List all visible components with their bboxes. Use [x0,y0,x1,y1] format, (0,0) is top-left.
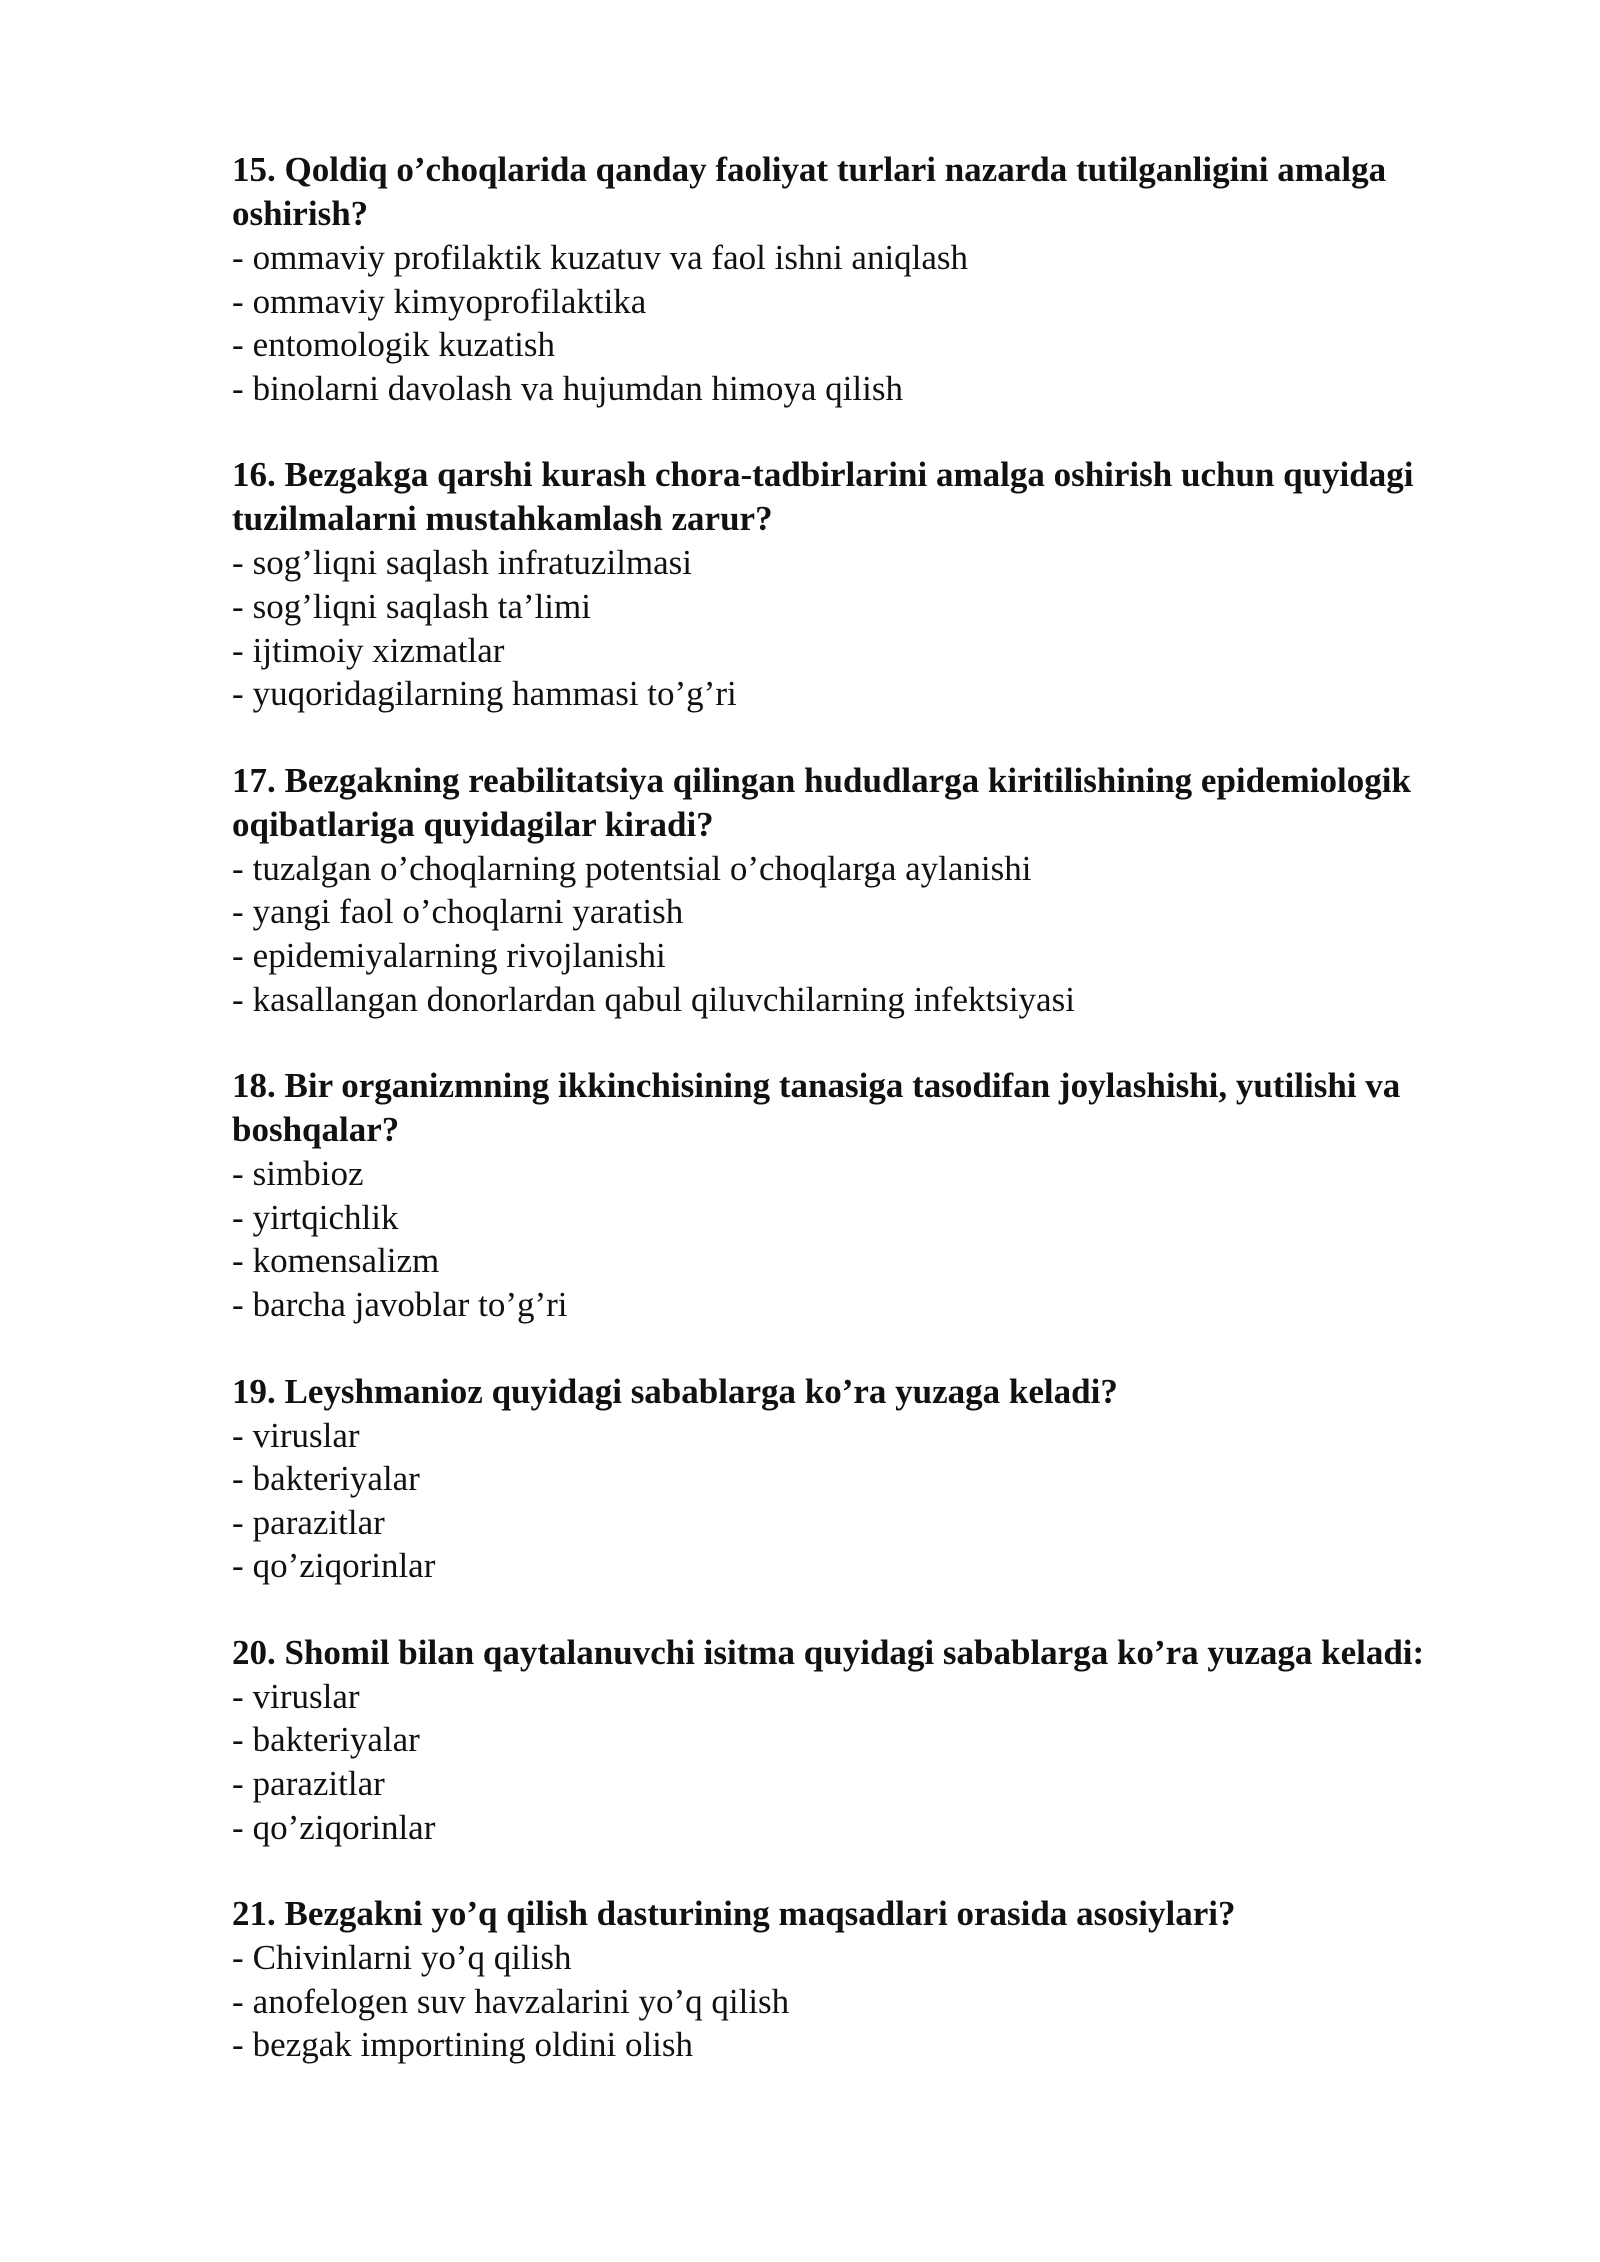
option-dash: - [232,238,244,277]
option-text: parazitlar [252,1502,385,1542]
option-text: yuqoridagilarning hammasi to’g’ri [252,674,737,714]
option-text: sog’liqni saqlash ta’limi [252,586,591,626]
question-15 [232,148,1522,410]
option-dash: - [232,586,244,626]
answer-option [232,890,1522,934]
option-dash: - [232,979,244,1019]
question-title: 17. Bezgakning reabilitatsiya qilingan hududlarga kiritilishining epidemiologik oqibatlariga quyidagilar kiradi? [232,760,1411,844]
option-dash: - [232,1502,244,1542]
answer-option [232,1718,1522,1762]
answer-option [232,1501,1522,1545]
option-text: binolarni davolash va hujumdan himoya qilish [252,368,903,408]
answer-option [232,1152,1522,1196]
option-dash: - [232,1154,244,1194]
option-text: sog’liqni saqlash infratuzilmasi [252,543,693,583]
answer-option [232,323,1522,367]
option-text: viruslar [252,1415,360,1455]
answer-options [232,1675,1522,1849]
answer-option [232,934,1522,978]
answer-option [232,1806,1522,1850]
answer-option [232,280,1522,324]
answer-option [232,585,1522,629]
option-text: yangi faol o’choqlarni yaratish [252,892,684,932]
option-text: ommaviy profilaktik kuzatuv va faol ishni aniqlash [252,238,969,277]
question-17 [232,759,1522,1021]
answer-options [232,1152,1522,1326]
question-16 [232,453,1522,715]
option-dash: - [232,1241,244,1281]
option-dash: - [232,1807,244,1847]
option-text: kasallangan donorlardan qabul qiluvchilarning infektsiyasi [252,979,1075,1019]
answer-options [232,847,1522,1021]
answer-option [232,1457,1522,1501]
answer-options [232,236,1522,410]
answer-options [232,1936,1522,2067]
answer-option [232,1239,1522,1283]
answer-option [232,1414,1522,1458]
option-dash: - [232,1284,244,1324]
option-dash: - [232,543,244,583]
option-text: bezgak importining oldini olish [252,2025,694,2065]
option-dash: - [232,325,244,365]
answer-option [232,672,1522,716]
option-dash: - [232,892,244,932]
option-text: qo’ziqorinlar [252,1546,436,1586]
option-text: ommaviy kimyoprofilaktika [252,281,647,321]
option-text: komensalizm [252,1241,440,1281]
question-20 [232,1631,1522,1849]
answer-option [232,1762,1522,1806]
question-18 [232,1064,1522,1326]
answer-options [232,541,1522,715]
option-text: Chivinlarni yo’q qilish [252,1938,572,1978]
option-dash: - [232,1676,244,1716]
question-title: 20. Shomil bilan qaytalanuvchi isitma quyidagi sabablarga ko’ra yuzaga keladi: [232,1632,1425,1672]
option-dash: - [232,1415,244,1455]
question-21 [232,1892,1522,2067]
option-dash: - [232,1981,244,2021]
option-dash: - [232,935,244,975]
option-text: parazitlar [252,1764,385,1804]
answer-option [232,1283,1522,1327]
option-text: ijtimoiy xizmatlar [252,630,505,670]
option-text: yirtqichlik [252,1197,399,1237]
question-title: 21. Bezgakni yo’q qilish dasturining maqsadlari orasida asosiylari? [232,1894,1236,1934]
question-title: 15. Qoldiq o’choqlarida qanday faoliyat turlari nazarda tutilganligini amalga oshirish? [232,150,1387,233]
answer-option [232,978,1522,1022]
answer-option [232,541,1522,585]
question-19 [232,1370,1522,1588]
option-text: anofelogen suv havzalarini yo’q qilish [252,1981,790,2021]
answer-option [232,1544,1522,1588]
option-text: bakteriyalar [252,1720,420,1760]
answer-option [232,1196,1522,1240]
option-dash: - [232,848,244,888]
answer-option [232,236,1522,280]
option-text: qo’ziqorinlar [252,1807,436,1847]
answer-option [232,1980,1522,2024]
answer-option [232,1675,1522,1719]
answer-option [232,629,1522,673]
question-title: 19. Leyshmanioz quyidagi sabablarga ko’ra yuzaga keladi? [232,1371,1118,1411]
option-text: simbioz [252,1154,364,1194]
option-text: epidemiyalarning rivojlanishi [252,935,666,975]
option-text: viruslar [252,1676,360,1716]
question-title: 16. Bezgakga qarshi kurash chora-tadbirlarini amalga oshirish uchun quyidagi tuzilmalarni mustahkamlash zarur? [232,455,1414,539]
option-text: barcha javoblar to’g’ri [252,1284,568,1324]
option-dash: - [232,1938,244,1978]
option-dash: - [232,630,244,670]
option-dash: - [232,1720,244,1760]
option-dash: - [232,2025,244,2065]
question-title: 18. Bir organizmning ikkinchisining tanasiga tasodifan joylashishi, yutilishi va boshqalar? [232,1066,1401,1150]
option-dash: - [232,1459,244,1499]
option-dash: - [232,1197,244,1237]
answer-option [232,1936,1522,1980]
option-dash: - [232,1546,244,1586]
document-page [232,148,1522,2110]
option-text: entomologik kuzatish [252,325,555,365]
answer-option [232,847,1522,891]
option-dash: - [232,368,244,408]
option-text: tuzalgan o’choqlarning potentsial o’choqlarga aylanishi [252,848,1032,888]
option-dash: - [232,281,244,321]
answer-option [232,2023,1522,2067]
option-dash: - [232,1764,244,1804]
option-dash: - [232,674,244,714]
answer-options [232,1414,1522,1588]
answer-option [232,367,1522,411]
option-text: bakteriyalar [252,1459,420,1499]
